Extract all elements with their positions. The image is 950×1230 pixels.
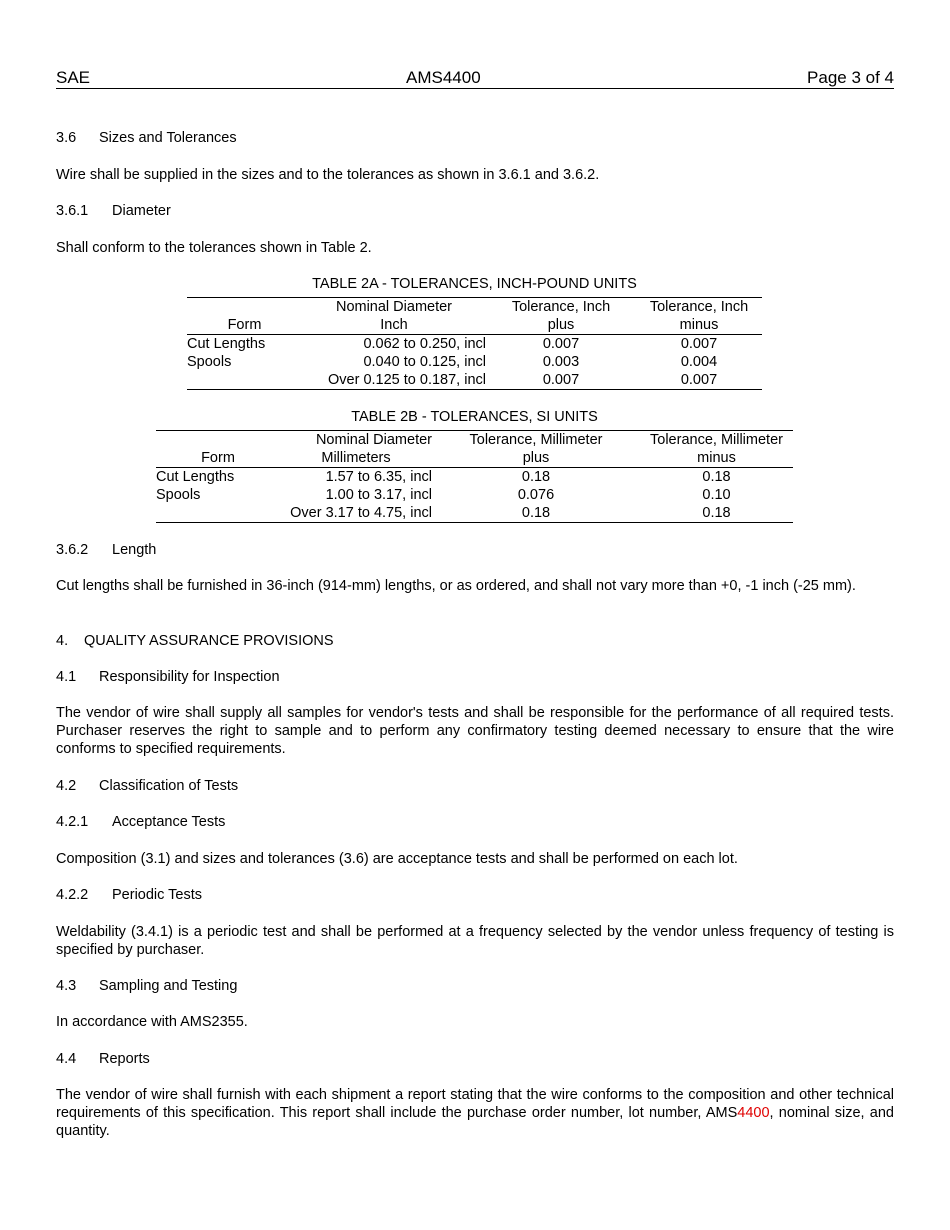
section-4-1-heading: 4.1 Responsibility for Inspection: [56, 669, 280, 685]
section-3-6-1-heading: 3.6.1 Diameter: [56, 203, 171, 219]
table-2b-caption: TABLE 2B - TOLERANCES, SI UNITS: [351, 409, 598, 425]
section-4-2-1-text: Composition (3.1) and sizes and tolerances (3.6) are acceptance tests and shall be performed on each lot.: [56, 851, 738, 867]
section-4-3-text: In accordance with AMS2355.: [56, 1014, 248, 1030]
table-2a: [187, 297, 762, 390]
section-4-2-1-heading: 4.2.1 Acceptance Tests: [56, 814, 226, 830]
section-4-3-heading: 4.3 Sampling and Testing: [56, 978, 238, 994]
section-4-4-heading: 4.4 Reports: [56, 1051, 150, 1067]
table-row: Spools 0.040 to 0.125, incl 0.003 0.004: [187, 354, 718, 370]
section-4-heading: 4. QUALITY ASSURANCE PROVISIONS: [56, 633, 334, 649]
table-header-row: Nominal Diameter Tolerance, Millimeter Tolerance, Millimeter: [156, 431, 793, 450]
header-org: SAE: [56, 68, 91, 87]
table-row: Cut Lengths 1.57 to 6.35, incl 0.18 0.18: [156, 469, 731, 485]
table-header-row: Nominal Diameter Tolerance, Inch Tolerance, Inch: [187, 298, 762, 317]
table-row: Over 0.125 to 0.187, incl 0.007 0.007: [187, 371, 762, 390]
table-row: Over 3.17 to 4.75, incl 0.18 0.18: [156, 504, 793, 523]
table-2a-caption: TABLE 2A - TOLERANCES, INCH-POUND UNITS: [312, 276, 637, 292]
section-3-6-2-text: Cut lengths shall be furnished in 36-inch (914-mm) lengths, or as ordered, and shall not vary more than +0, -1 inch (-25 mm).: [56, 578, 856, 594]
section-3-6-1-text: Shall conform to the tolerances shown in Table 2.: [56, 240, 372, 256]
header-spec-number: AMS4400: [406, 68, 481, 87]
section-3-6-2-heading: 3.6.2 Length: [56, 542, 157, 558]
section-3-6-text: Wire shall be supplied in the sizes and to the tolerances as shown in 3.6.1 and 3.6.2.: [56, 167, 600, 183]
section-4-2-2-heading: 4.2.2 Periodic Tests: [56, 887, 202, 903]
highlighted-spec-number: 4400: [737, 1105, 770, 1121]
page-header: [56, 68, 894, 89]
section-4-1-text: The vendor of wire shall supply all samples for vendor's tests and shall be responsible for the performance of all required tests. Purchaser reserves the right to sample and to perform any confirmatory testing deemed necessary to ensure that the wire conforms to specified requirements.: [56, 705, 894, 757]
table-header-row: Form Inch plus minus: [187, 316, 762, 335]
header-page-number: Page 3 of 4: [807, 68, 894, 87]
section-4-2-heading: 4.2 Classification of Tests: [56, 778, 239, 794]
section-4-4-text: The vendor of wire shall furnish with each shipment a report stating that the wire conforms to the composition and other technical requirements of this specification. This report shall include the purchase order number, lot number, AMS4400, nominal size, and quantity.: [56, 1087, 894, 1139]
table-row: Spools 1.00 to 3.17, incl 0.076 0.10: [156, 487, 731, 503]
table-header-row: Form Millimeters plus minus: [156, 449, 793, 468]
table-2b: [156, 430, 793, 523]
section-4-2-2-text: Weldability (3.4.1) is a periodic test and shall be performed at a frequency selected by the vendor unless frequency of testing is specified by purchaser.: [56, 924, 894, 958]
table-row: Cut Lengths 0.062 to 0.250, incl 0.007 0.007: [187, 336, 718, 352]
section-3-6-heading: 3.6 Sizes and Tolerances: [56, 130, 237, 146]
